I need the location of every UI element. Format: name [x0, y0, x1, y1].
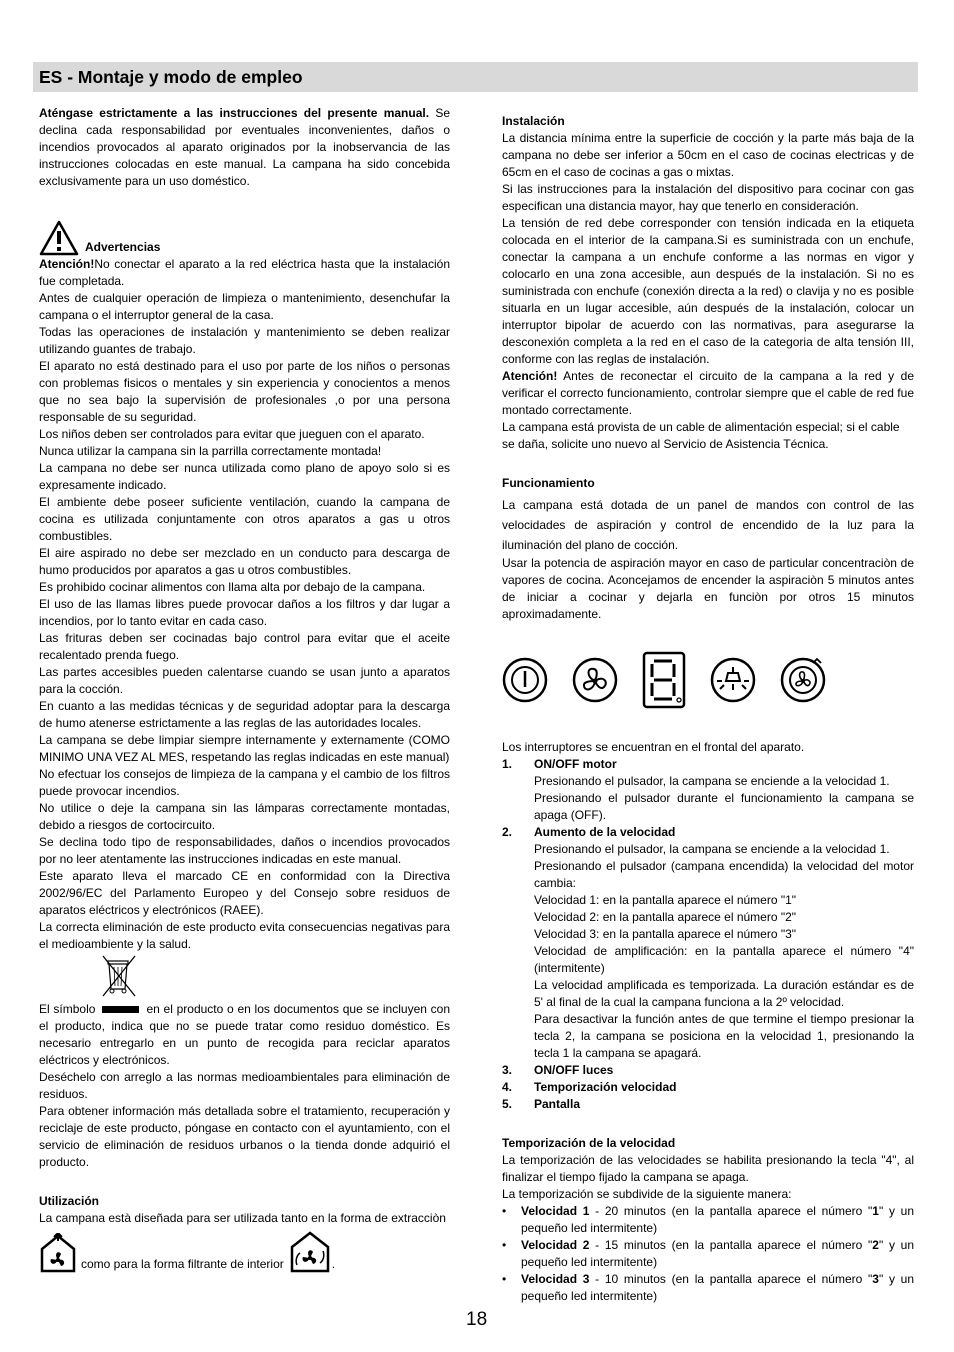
crossed-bin-icon: [99, 953, 139, 999]
list-item-line: Presionando el pulsador durante el funcionamiento la campana se apaga (OFF).: [534, 791, 914, 822]
timer-fan-icon: [780, 657, 826, 703]
warning-paragraph: Los niños deben ser controlados para evitar que jueguen con el aparato.: [39, 427, 425, 441]
warnings-heading: [39, 220, 450, 256]
warning-paragraph: No efectuar los consejos de limpieza de la campana y el cambio de los filtros puede provocar incendios.: [39, 767, 450, 798]
warning-paragraph: El aire aspirado no debe ser mezclado en un conducto para descarga de humo producidos por aparatos a gas u otros combustibles.: [39, 546, 450, 577]
timer-title: Temporización de la velocidad: [502, 1136, 676, 1150]
operation-paragraph: Usar la potencia de aspiración mayor en caso de particular concentraciòn de vapores de cocina. Aconcejamos de encender la aspiraciòn 5 minutos antes de iniciar a cocinar y dejarla en funciòn por otros 15 minutos aproximadamente.: [502, 556, 914, 621]
operation-title: Funcionamiento: [502, 476, 595, 490]
list-item: 1. ON/OFF motor: [502, 757, 617, 771]
warning-paragraph: Antes de cualquier operación de limpieza o mantenimiento, desenchufar la campana o el interruptor general de la casa.: [39, 291, 450, 322]
disposal-paragraph: Deséchelo con arreglo a las normas medioambientales para eliminación de residuos.: [39, 1070, 450, 1101]
list-item: 4. Temporización velocidad: [502, 1080, 677, 1094]
intro-paragraph: Aténgase estrictamente a las instrucciones del presente manual. Se declina cada responsabilidad por eventuales inconvenientes, daños o incendios provocados al aparato originados por la inobservancia de las instrucciones colocadas en este manual. La campana ha sido concebida exclusivamente para un uso doméstico.: [39, 106, 450, 188]
seven-segment-display-icon: [642, 651, 686, 709]
warning-paragraph: Es prohibido cocinar alimentos con llama alta por debajo de la campana.: [39, 580, 426, 594]
warning-paragraph: La correcta eliminación de este producto evita consecuencias negativas para el medioambiente y la salud.: [39, 920, 450, 951]
left-column: [39, 105, 450, 1273]
installation-paragraph: La tensión de red debe corresponder con tensión indicada en la etiqueta colocada en el interior de la campana.Si es suministrada con un enchufe, conectar la campana a un enchufe conforme a las normas en vigor y colocarlo en una zona accesible, aun después de la instalación. Si no es suministrada con enchufe (conexión directa a la red) o clavija y no es posible situarla en un lugar accesible, aún después de la instalación, colocar un interruptor bipolar de acuerdo con las normativas, para asegurarse la desconexión completa a la red en el caso de la categoria de alta tensión III, conforme con las reglas de instalación.: [502, 216, 914, 366]
weee-symbol: [99, 953, 450, 1001]
extraction-house-icon: [39, 1233, 77, 1273]
installation-cable: La campana está provista de un cable de alimentación especial; si el cable se daña, solicite uno nuevo al Servicio de Asistencia Técnica.: [502, 420, 900, 451]
page-number: 18: [466, 1309, 488, 1330]
right-column: [502, 113, 914, 1305]
operation-paragraph: La campana está dotada de un panel de mandos con control de las velocidades de aspiración y control de encendido de la luz para la iluminación del plano de cocción.: [502, 498, 914, 552]
utilization-text: La campana està diseñada para ser utilizada tanto en la forma de extracciòn: [39, 1211, 446, 1225]
warning-paragraph: Las frituras deben ser cocinadas bajo control para evitar que el aceite recalentado prenda fuego.: [39, 631, 450, 662]
warning-paragraph: El uso de las llamas libres puede provocar daños a los filtros y dar lugar a incendios, por lo tanto evitar en cada caso.: [39, 597, 450, 628]
warning-paragraph: En cuanto a las medidas técnicas y de seguridad adoptar para la descarga de humo atenerse estrictamente a las reglas de las autoridades locales.: [39, 699, 450, 730]
fan-icon: [572, 657, 618, 703]
list-item-line: Presionando el pulsador (campana encendida) la velocidad del motor cambia:: [534, 859, 914, 890]
list-item-line: Velocidad 2: en la pantalla aparece el número "2": [534, 910, 797, 924]
page-title: ES - Montaje y modo de empleo: [39, 67, 303, 87]
list-item-line: Velocidad de amplificación: en la pantalla aparece el número "4" (intermitente): [534, 944, 914, 975]
section-header: [33, 62, 918, 92]
warning-paragraph: La campana se debe limpiar siempre internamente y externamente (COMO MINIMO UNA VEZ AL MES, respetando las reglas indicadas en este manual): [39, 733, 450, 764]
installation-attention: Atención! Antes de reconectar el circuito de la campana a la red y de verificar el correcto funcionamiento, controlar siempre que el cable de red fue montado correctamente.: [502, 369, 914, 417]
black-bar-symbol: [102, 1006, 139, 1013]
utilization-end-text: .: [331, 1257, 336, 1271]
list-item-line: Presionando el pulsador, la campana se enciende a la velocidad 1.: [534, 842, 890, 856]
warning-paragraph: Este aparato lleva el marcado CE en conformidad con la Directiva 2002/96/EC del Parlamento Europeo y del Consejo sobre residuos de aparatos eléctricos y electrónicos (RAEE).: [39, 869, 450, 917]
installation-paragraph: La distancia mínima entre la superficie de cocción y la parte más baja de la campana no debe ser inferior a 50cm en el caso de cocinas electricas y de 65cm en el caso de cocinas a gas o mixtas.: [502, 131, 914, 179]
list-item: 3. ON/OFF luces: [502, 1063, 614, 1077]
warning-paragraph: Las partes accesibles pueden calentarse cuando se usan junto a aparatos para la cocción.: [39, 665, 450, 696]
warnings-title: Advertencias: [85, 240, 161, 254]
timer-paragraph: La temporización se subdivide de la siguiente manera:: [502, 1187, 792, 1201]
disposal-paragraph: Para obtener información más detallada sobre el tratamiento, recuperación y reciclaje de este producto, póngase en contacto con el ayuntamiento, con el servicio de eliminación de residuos urbanos o la tienda donde adquirió el producto.: [39, 1104, 450, 1169]
symbol-paragraph: El símbolo en el producto o en los documentos que se incluyen con el producto, indica que no se puede tratar como residuo doméstico. Es necesario entregarlo en un punto de recogida para reciclar aparatos eléctricos y electrónicos.: [39, 1002, 451, 1067]
control-panel-icons: [502, 651, 914, 709]
bullet-item: • Velocidad 2 - 15 minutos (en la pantalla aparece el número "2" y un pequeño led intermitente): [502, 1238, 915, 1269]
warning-triangle-icon: [39, 220, 79, 256]
utilization-middle-text: como para la forma filtrante de interior: [81, 1257, 284, 1271]
warning-paragraph: La campana no debe ser nunca utilizada como plano de apoyo solo si es expresamente indicado.: [39, 461, 450, 492]
utilization-icons-row: [39, 1229, 450, 1273]
bullet-item: • Velocidad 3 - 10 minutos (en la pantalla aparece el número "3" y un pequeño led intermitente): [502, 1272, 915, 1303]
list-item-line: Presionando el pulsador, la campana se enciende a la velocidad 1.: [534, 774, 890, 788]
warning-paragraph: El ambiente debe poseer suficiente ventilación, cuando la campana de cocina es utilizada conjuntamente con otros aparatos a gas u otros combustibles.: [39, 495, 450, 543]
list-item: 2. Aumento de la velocidad: [502, 825, 676, 839]
list-item-line: Velocidad 1: en la pantalla aparece el número "1": [534, 893, 797, 907]
utilization-title: Utilización: [39, 1194, 100, 1208]
warning-paragraph: Todas las operaciones de instalación y mantenimiento se deben realizar utilizando guantes de trabajo.: [39, 325, 450, 356]
list-item: 5. Pantalla: [502, 1097, 581, 1111]
list-item-line: Velocidad 3: en la pantalla aparece el número "3": [534, 927, 797, 941]
installation-title: Instalación: [502, 114, 565, 128]
timer-paragraph: La temporización de las velocidades se habilita presionando la tecla "4", al finalizar el tiempo fijado la campana se apaga.: [502, 1153, 914, 1184]
light-icon: [710, 657, 756, 703]
warning-paragraph: El aparato no está destinado para el uso por parte de los niños o personas con problemas fisicos o mentales y sin experiencia y conocientos a menos que no sea bajo la supervisión de profesionales ,o por una persona responsable de su seguridad.: [39, 359, 450, 424]
switches-intro: Los interruptores se encuentran en el frontal del aparato.: [502, 740, 805, 754]
bullet-item: • Velocidad 1 - 20 minutos (en la pantalla aparece el número "1" y un pequeño led intermitente): [502, 1204, 915, 1235]
installation-paragraph: Si las instrucciones para la instalación del dispositivo para cocinar con gas especifican una distancia mayor, hay que tenerlo en consideración.: [502, 182, 914, 213]
power-icon: [502, 657, 548, 703]
list-item-line: La velocidad amplificada es temporizada. La duración estándar es de 5' al final de la cual la campana funciona a la 2º velocidad.: [534, 978, 914, 1009]
warning-paragraph: Nunca utilizar la campana sin la parrilla correctamente montada!: [39, 444, 382, 458]
filter-house-icon: [288, 1229, 332, 1273]
list-item-line: Para desactivar la función antes de que termine el tiempo presionar la tecla 2, la campana se posiciona en la velocidad 1, presionando la tecla 1 la campana se apagará.: [534, 1012, 914, 1060]
warning-paragraph: No utilice o deje la campana sin las lámparas correctamente montadas, debido a riesgos de cortocircuito.: [39, 801, 450, 832]
warning-paragraph: Se declina todo tipo de responsabilidades, daños o incendios provocados por no leer atentamente las instrucciones indicadas en este manual.: [39, 835, 450, 866]
attention-paragraph: Atención!No conectar el aparato a la red eléctrica hasta que la instalación fue completada.: [39, 257, 450, 288]
